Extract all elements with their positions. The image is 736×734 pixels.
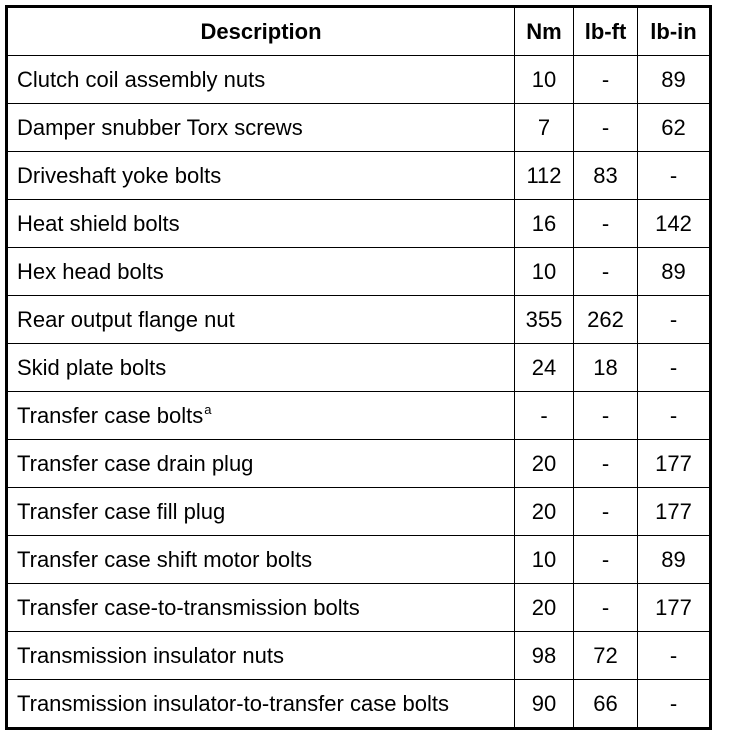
cell-lb-ft: - bbox=[574, 584, 638, 632]
cell-description bbox=[7, 152, 515, 200]
description-text: Transfer case fill plug bbox=[17, 498, 226, 524]
cell-lb-in: - bbox=[638, 344, 711, 392]
cell-lb-in: 177 bbox=[638, 440, 711, 488]
cell-nm: 24 bbox=[515, 344, 574, 392]
cell-lb-in: 177 bbox=[638, 488, 711, 536]
cell-nm: 10 bbox=[515, 56, 574, 104]
header-description: Description bbox=[7, 7, 515, 56]
cell-lb-in: 89 bbox=[638, 56, 711, 104]
table-header bbox=[7, 7, 711, 56]
cell-description bbox=[7, 392, 515, 440]
cell-lb-in: 89 bbox=[638, 248, 711, 296]
table-row bbox=[7, 296, 711, 344]
cell-description bbox=[7, 104, 515, 152]
description-text: Damper snubber Torx screws bbox=[17, 114, 303, 140]
cell-nm: 20 bbox=[515, 488, 574, 536]
cell-lb-ft: - bbox=[574, 200, 638, 248]
table-row bbox=[7, 440, 711, 488]
cell-lb-in: - bbox=[638, 680, 711, 729]
table-row bbox=[7, 200, 711, 248]
cell-nm: 10 bbox=[515, 248, 574, 296]
cell-description bbox=[7, 56, 515, 104]
description-text: Hex head bolts bbox=[17, 258, 164, 284]
description-text: Heat shield bolts bbox=[17, 210, 180, 236]
description-text: Transfer case drain plug bbox=[17, 450, 254, 476]
table-row bbox=[7, 104, 711, 152]
cell-lb-ft: - bbox=[574, 56, 638, 104]
cell-lb-in: - bbox=[638, 632, 711, 680]
description-text: Driveshaft yoke bolts bbox=[17, 162, 222, 188]
cell-nm: 20 bbox=[515, 584, 574, 632]
cell-lb-ft: - bbox=[574, 488, 638, 536]
cell-description bbox=[7, 536, 515, 584]
table-row bbox=[7, 680, 711, 729]
cell-nm: 112 bbox=[515, 152, 574, 200]
cell-nm: 98 bbox=[515, 632, 574, 680]
cell-nm: 355 bbox=[515, 296, 574, 344]
table-row bbox=[7, 536, 711, 584]
cell-nm: 90 bbox=[515, 680, 574, 729]
cell-description bbox=[7, 248, 515, 296]
cell-lb-ft: - bbox=[574, 536, 638, 584]
cell-description bbox=[7, 344, 515, 392]
cell-lb-in: - bbox=[638, 152, 711, 200]
cell-nm: 10 bbox=[515, 536, 574, 584]
description-text: Transfer case bolts bbox=[17, 402, 204, 428]
cell-lb-ft: 72 bbox=[574, 632, 638, 680]
table-body bbox=[7, 56, 711, 729]
cell-description bbox=[7, 200, 515, 248]
description-text: Transmission insulator-to-transfer case bolts bbox=[17, 690, 450, 716]
cell-lb-ft: - bbox=[574, 440, 638, 488]
cell-lb-in: 89 bbox=[638, 536, 711, 584]
cell-nm: 16 bbox=[515, 200, 574, 248]
cell-nm: - bbox=[515, 392, 574, 440]
cell-description bbox=[7, 440, 515, 488]
footnote-marker: a bbox=[204, 401, 212, 417]
table-row bbox=[7, 632, 711, 680]
description-text: Transfer case-to-transmission bolts bbox=[17, 594, 360, 620]
header-row bbox=[7, 7, 711, 56]
cell-lb-ft: 262 bbox=[574, 296, 638, 344]
cell-lb-in: 142 bbox=[638, 200, 711, 248]
cell-lb-ft: 66 bbox=[574, 680, 638, 729]
description-text: Rear output flange nut bbox=[17, 306, 235, 332]
table-row bbox=[7, 344, 711, 392]
cell-lb-ft: 83 bbox=[574, 152, 638, 200]
cell-description bbox=[7, 296, 515, 344]
cell-lb-in: 62 bbox=[638, 104, 711, 152]
header-nm: Nm bbox=[515, 7, 574, 56]
description-text: Transmission insulator nuts bbox=[17, 642, 284, 668]
table-row bbox=[7, 152, 711, 200]
torque-specifications-table bbox=[5, 5, 712, 730]
cell-lb-in: 177 bbox=[638, 584, 711, 632]
cell-lb-ft: - bbox=[574, 248, 638, 296]
cell-lb-in: - bbox=[638, 296, 711, 344]
cell-nm: 20 bbox=[515, 440, 574, 488]
description-text: Skid plate bolts bbox=[17, 354, 167, 380]
header-lb-in: lb-in bbox=[638, 7, 711, 56]
cell-lb-ft: - bbox=[574, 104, 638, 152]
cell-description bbox=[7, 632, 515, 680]
cell-description bbox=[7, 584, 515, 632]
description-text: Transfer case shift motor bolts bbox=[17, 546, 313, 572]
cell-nm: 7 bbox=[515, 104, 574, 152]
cell-description bbox=[7, 488, 515, 536]
cell-lb-ft: 18 bbox=[574, 344, 638, 392]
cell-lb-in: - bbox=[638, 392, 711, 440]
table-row bbox=[7, 392, 711, 440]
table-row bbox=[7, 248, 711, 296]
description-text: Clutch coil assembly nuts bbox=[17, 66, 266, 92]
table-row bbox=[7, 584, 711, 632]
header-lb-ft: lb-ft bbox=[574, 7, 638, 56]
cell-lb-ft: - bbox=[574, 392, 638, 440]
table-row bbox=[7, 488, 711, 536]
table-row bbox=[7, 56, 711, 104]
cell-description bbox=[7, 680, 515, 729]
